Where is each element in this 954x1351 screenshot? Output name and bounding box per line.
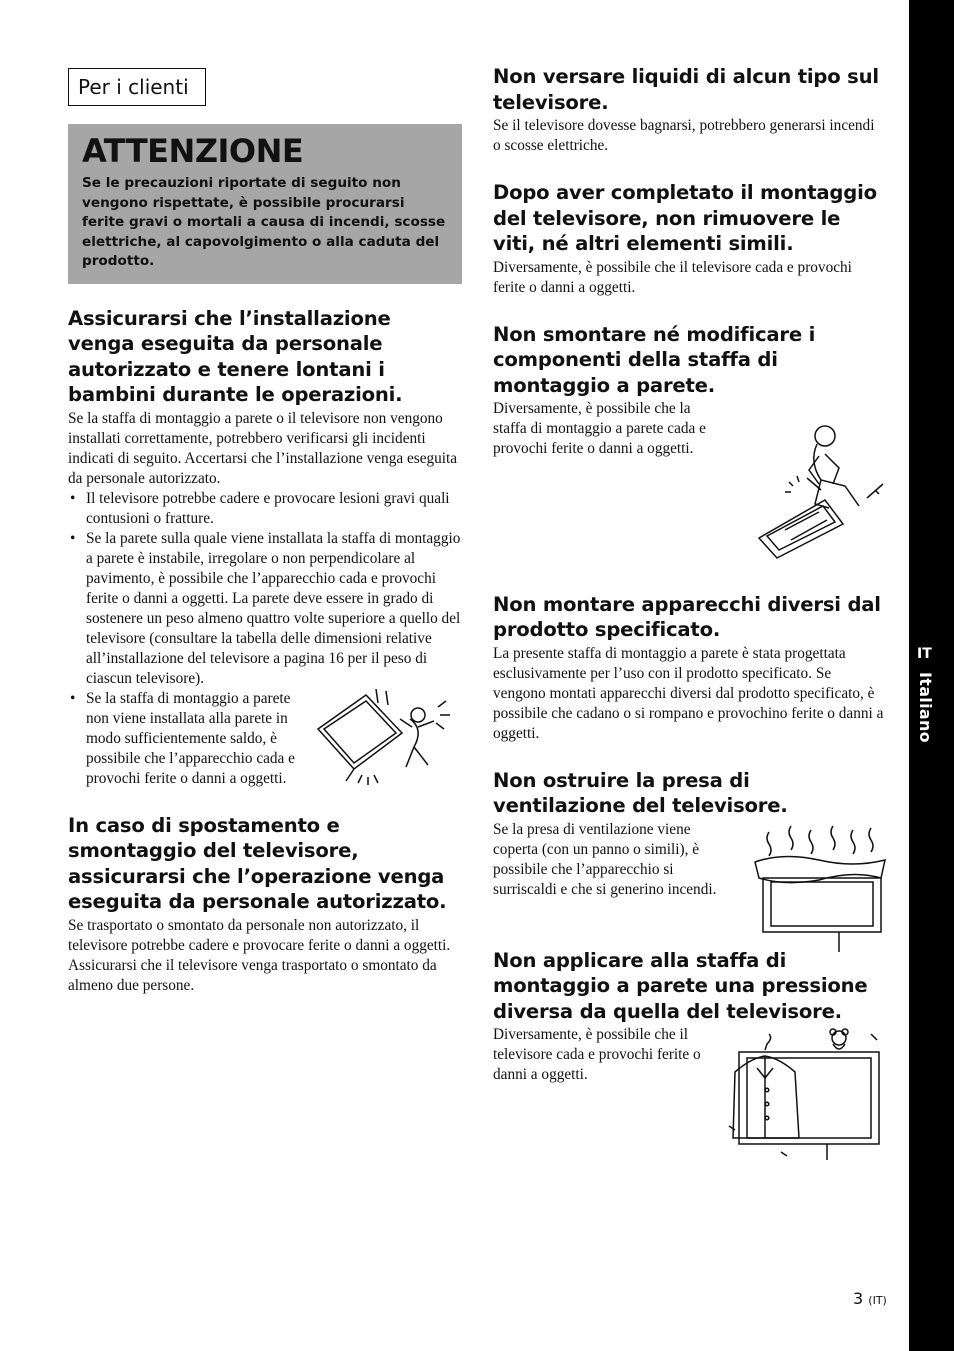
disassemble-section bbox=[493, 322, 885, 568]
ventilation-heading: Non ostruire la presa di ventilazione del televisore. bbox=[493, 768, 788, 817]
other-devices-heading: Non montare apparecchi diversi dal prodotto specificato. bbox=[493, 592, 881, 641]
screws-section bbox=[493, 180, 885, 298]
move-heading: In caso di spostamento e smontaggio del televisore, assicurarsi che l’operazione venga eseguita da personale autorizzato. bbox=[68, 813, 447, 913]
pressure-heading: Non applicare alla staffa di montaggio a parete una pressione diversa da quella del televisore. bbox=[493, 948, 868, 1023]
language-tab bbox=[909, 0, 954, 1351]
warning-box bbox=[68, 124, 462, 284]
right-column bbox=[493, 64, 885, 1109]
section-label: Per i clienti bbox=[68, 68, 206, 106]
liquids-heading: Non versare liquidi di alcun tipo sul televisore. bbox=[493, 65, 879, 114]
list-item: • Il televisore potrebbe cadere e provocare lesioni gravi quali contusioni o fratture. bbox=[68, 489, 462, 529]
list-item: • Se la staffa di montaggio a parete non viene installata alla parete in modo sufficientemente saldo, è possibile che l’apparecchio cada e provochi ferite o danni a oggetti. bbox=[68, 689, 300, 789]
hanging-coat-illustration bbox=[725, 1028, 889, 1165]
disassemble-heading: Non smontare né modificare i componenti della staffa di montaggio a parete. bbox=[493, 322, 816, 397]
liquids-section bbox=[493, 64, 885, 156]
pressure-section bbox=[493, 948, 885, 1086]
language-name: Italiano bbox=[916, 672, 935, 743]
ventilation-section bbox=[493, 768, 885, 934]
page-number-suffix: (IT) bbox=[868, 1294, 887, 1307]
screws-text: Diversamente, è possibile che il televisore cada e provochi ferite o danni a oggetti. bbox=[493, 258, 852, 296]
ventilation-text: Se la presa di ventilazione viene coperta (con un panno o simili), è possibile che l’apparecchio si surriscaldi e che si generino incendi. bbox=[493, 820, 717, 898]
install-heading: Assicurarsi che l’installazione venga eseguita da personale autorizzato e tenere lontani i bambini durante le operazioni. bbox=[68, 306, 403, 406]
page-number bbox=[853, 1289, 887, 1308]
warning-text: Se le precauzioni riportate di seguito non vengono rispettate, è possibile procurarsi ferite gravi o mortali a causa di incendi, scosse elettriche, al capovolgimento o alla caduta del prodotto. bbox=[82, 175, 446, 269]
warning-title: ATTENZIONE bbox=[82, 132, 304, 170]
disassemble-text: Diversamente, è possibile che la staffa di montaggio a parete cada e provochi ferite o danni a oggetti. bbox=[493, 400, 706, 457]
covered-vent-illustration bbox=[753, 822, 889, 957]
language-code: IT bbox=[917, 646, 932, 662]
install-bullets bbox=[68, 489, 462, 689]
page-number-value: 3 bbox=[853, 1289, 864, 1308]
left-column bbox=[68, 68, 462, 1020]
install-bullet-with-illustration bbox=[68, 689, 462, 789]
disassembly-illustration bbox=[755, 420, 891, 565]
list-item: • Se la parete sulla quale viene installata la staffa di montaggio a parete è instabile, irregolare o non perpendicolare al pavimento, è possibile che l’apparecchio cada e provochi ferite o danni a oggetti. La parete deve essere in grado di sostenere un peso almeno quattro volte superiore a quello del televisore (consultare la tabella delle dimensioni relative all’installazione del televisore a pagina 16 per il peso di ciascun televisore). bbox=[68, 529, 462, 689]
install-intro: Se la staffa di montaggio a parete o il televisore non vengono installati correttamente, potrebbero verificarsi gli incidenti indicati di seguito. Accertarsi che l’installazione venga eseguita da personale autorizzato. bbox=[68, 409, 458, 487]
liquids-text: Se il televisore dovesse bagnarsi, potrebbero generarsi incendi o scosse elettriche. bbox=[493, 117, 875, 154]
install-section bbox=[68, 306, 462, 789]
falling-tv-illustration bbox=[306, 689, 466, 794]
pressure-text: Diversamente, è possibile che il televisore cada e provochi ferite o danni a oggetti. bbox=[493, 1026, 701, 1083]
other-devices-text: La presente staffa di montaggio a parete è stata progettata esclusivamente per l’uso con il prodotto specificato. Se vengono montati apparecchi diversi dal prodotto specificato, è possibile che cadano o si rompano e provochino ferite o danni a oggetti. bbox=[493, 644, 884, 742]
screws-heading: Dopo aver completato il montaggio del televisore, non rimuovere le viti, né altri elementi simili. bbox=[493, 181, 877, 255]
other-devices-section bbox=[493, 592, 885, 744]
move-text: Se trasportato o smontato da personale non autorizzato, il televisore potrebbe cadere e provocare ferite o danni a oggetti. Assicurarsi che il televisore venga trasportato o smontato da almeno due persone. bbox=[68, 916, 451, 994]
move-section bbox=[68, 813, 462, 996]
language-tab-label bbox=[915, 646, 949, 746]
